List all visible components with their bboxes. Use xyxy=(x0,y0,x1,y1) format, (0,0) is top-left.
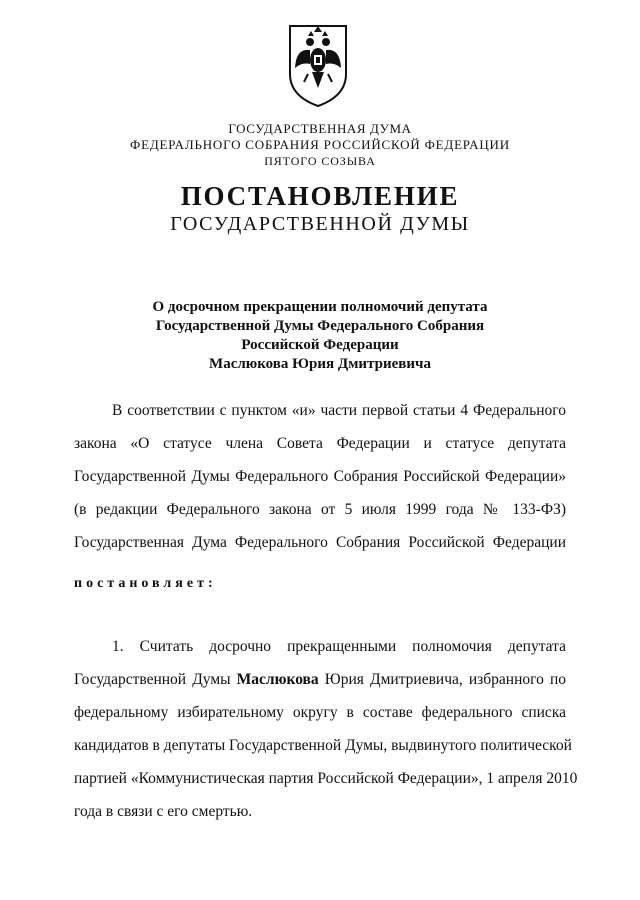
item-1-line-3: федеральному избирательному округу в составе федерального списка xyxy=(74,704,566,721)
item-1-line-1: 1. Считать досрочно прекращенными полномочия депутата xyxy=(112,638,566,655)
item-1-paragraph xyxy=(74,630,578,828)
title-line-2: Государственной Думы Федерального Собрания xyxy=(155,318,485,334)
org-line-3: ПЯТОГО СОЗЫВА xyxy=(264,154,376,168)
item-1-line-2 xyxy=(74,663,566,696)
resolution-title xyxy=(0,298,640,374)
item-1-line-2-after: Юрия Дмитриевича, избранного по xyxy=(318,671,567,688)
title-line-1: О досрочном прекращении полномочий депутата xyxy=(152,299,488,315)
title-line-3: Российской Федерации xyxy=(241,337,399,353)
russian-coat-of-arms-icon xyxy=(286,22,350,108)
preamble-paragraph xyxy=(74,394,566,559)
deputy-surname: Маслюкова xyxy=(236,671,319,688)
preamble-line-1: В соответствии с пунктом «и» части первой статьи 4 Федерального xyxy=(112,402,566,419)
preamble-line-2: закона «О статусе члена Совета Федерации и статусе депутата xyxy=(74,435,566,452)
item-1-line-6: года в связи с его смертью. xyxy=(74,803,253,820)
preamble-line-4: (в редакции Федерального закона от 5 июля 1999 года № 133-ФЗ) xyxy=(74,501,566,518)
item-1-line-5: партией «Коммунистическая партия Российской Федерации», 1 апреля 2010 xyxy=(74,770,578,787)
org-line-1: ГОСУДАРСТВЕННАЯ ДУМА xyxy=(228,121,412,136)
item-1-line-4: кандидатов в депутаты Государственной Думы, выдвинутого политической xyxy=(74,737,572,754)
preamble-line-3: Государственной Думы Федерального Собрания Российской Федерации» xyxy=(74,468,566,485)
document-issuer-heading: ГОСУДАРСТВЕННОЙ ДУМЫ xyxy=(170,213,470,235)
document-type-heading: ПОСТАНОВЛЕНИЕ xyxy=(180,181,460,211)
preamble-line-5: Государственная Дума Федерального Собрания Российской Федерации xyxy=(74,534,566,551)
title-line-4: Маслюкова Юрия Дмитриевича xyxy=(209,356,431,372)
decree-word: постановляет: xyxy=(74,576,217,591)
org-line-2: ФЕДЕРАЛЬНОГО СОБРАНИЯ РОССИЙСКОЙ ФЕДЕРАЦИИ xyxy=(130,137,510,152)
item-1-line-2-before: Государственной Думы xyxy=(74,671,237,688)
